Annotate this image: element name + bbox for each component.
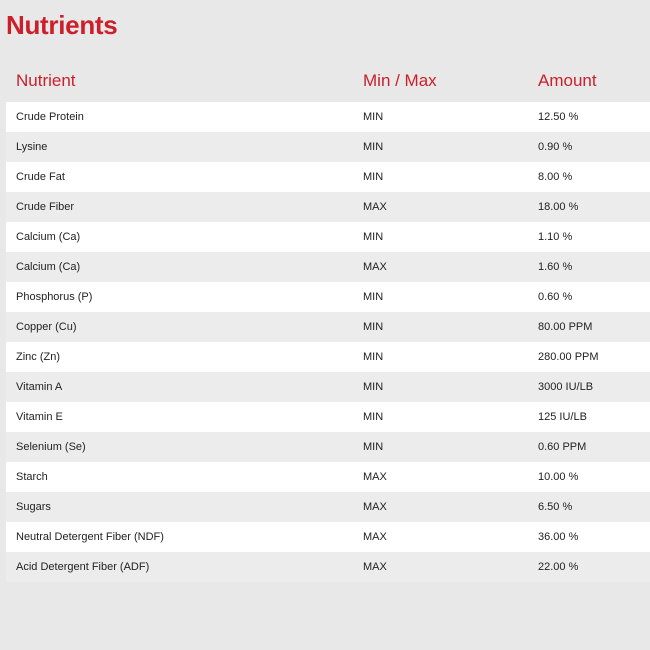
cell-amount: 0.60 PPM: [538, 441, 587, 453]
cell-min-max: MAX: [363, 501, 387, 513]
cell-nutrient: Crude Protein: [16, 111, 84, 123]
cell-nutrient: Calcium (Ca): [16, 261, 81, 273]
cell-nutrient: Starch: [16, 471, 48, 483]
table-row: [6, 432, 650, 462]
cell-min-max: MAX: [363, 471, 387, 483]
header-nutrient: Nutrient: [16, 71, 76, 90]
cell-min-max: MAX: [363, 261, 387, 273]
cell-nutrient: Phosphorus (P): [16, 291, 93, 303]
table-row: [6, 372, 650, 402]
cell-nutrient: Crude Fat: [16, 171, 65, 183]
table-row: [6, 282, 650, 312]
cell-nutrient: Vitamin A: [16, 381, 63, 393]
table-row: [6, 492, 650, 522]
cell-amount: 280.00 PPM: [538, 351, 599, 363]
cell-min-max: MIN: [363, 321, 384, 333]
cell-amount: 1.10 %: [538, 231, 573, 243]
cell-nutrient: Zinc (Zn): [16, 351, 60, 363]
cell-amount: 0.90 %: [538, 141, 573, 153]
cell-amount: 80.00 PPM: [538, 321, 593, 333]
table-row: [6, 342, 650, 372]
cell-nutrient: Vitamin E: [16, 411, 63, 423]
table-row: [6, 222, 650, 252]
cell-min-max: MAX: [363, 561, 387, 573]
table-body: [6, 102, 650, 582]
cell-nutrient: Lysine: [16, 141, 48, 153]
cell-amount: 22.00 %: [538, 561, 579, 573]
cell-min-max: MIN: [363, 171, 384, 183]
cell-nutrient: Acid Detergent Fiber (ADF): [16, 561, 150, 573]
cell-nutrient: Selenium (Se): [16, 441, 86, 453]
cell-amount: 12.50 %: [538, 111, 579, 123]
cell-amount: 36.00 %: [538, 531, 579, 543]
cell-nutrient: Calcium (Ca): [16, 231, 81, 243]
table-row: [6, 162, 650, 192]
cell-min-max: MAX: [363, 201, 387, 213]
table-row: [6, 552, 650, 582]
page-title: Nutrients: [6, 10, 118, 40]
cell-amount: 125 IU/LB: [538, 411, 587, 423]
table-row: [6, 252, 650, 282]
cell-min-max: MAX: [363, 531, 387, 543]
table-row: [6, 312, 650, 342]
header-min-max: Min / Max: [363, 71, 437, 90]
cell-min-max: MIN: [363, 141, 384, 153]
cell-min-max: MIN: [363, 231, 384, 243]
table-row: [6, 192, 650, 222]
cell-amount: 18.00 %: [538, 201, 579, 213]
cell-min-max: MIN: [363, 291, 384, 303]
cell-amount: 8.00 %: [538, 171, 573, 183]
cell-amount: 0.60 %: [538, 291, 573, 303]
table-row: [6, 402, 650, 432]
table-row: [6, 102, 650, 132]
table-row: [6, 462, 650, 492]
table-header: [6, 66, 650, 102]
header-amount: Amount: [538, 71, 597, 90]
cell-min-max: MIN: [363, 111, 384, 123]
nutrients-table: [6, 66, 650, 582]
cell-min-max: MIN: [363, 351, 384, 363]
cell-amount: 1.60 %: [538, 261, 573, 273]
cell-min-max: MIN: [363, 381, 384, 393]
cell-min-max: MIN: [363, 441, 384, 453]
table-row: [6, 522, 650, 552]
cell-nutrient: Sugars: [16, 501, 51, 513]
cell-amount: 6.50 %: [538, 501, 573, 513]
cell-nutrient: Crude Fiber: [16, 201, 75, 213]
cell-nutrient: Neutral Detergent Fiber (NDF): [16, 531, 164, 543]
cell-nutrient: Copper (Cu): [16, 321, 77, 333]
table-row: [6, 132, 650, 162]
cell-min-max: MIN: [363, 411, 384, 423]
cell-amount: 10.00 %: [538, 471, 579, 483]
cell-amount: 3000 IU/LB: [538, 381, 594, 393]
